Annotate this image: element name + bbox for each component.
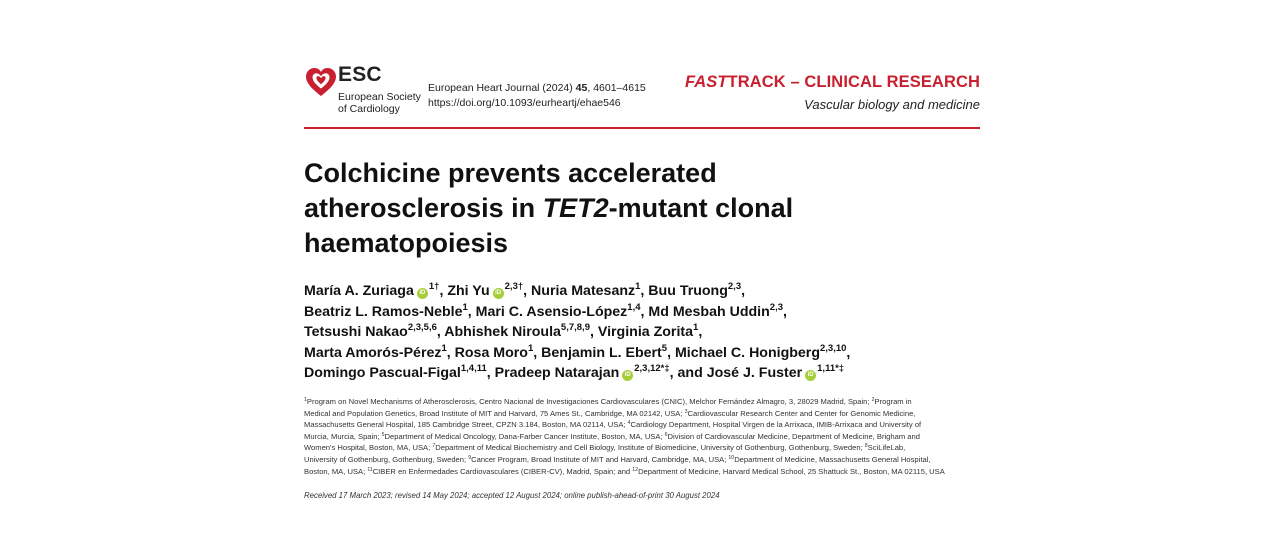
title-text: atherosclerosis in bbox=[304, 193, 543, 223]
affiliation-line bbox=[304, 419, 980, 431]
author-name: María A. Zuriaga bbox=[304, 283, 414, 299]
title-text: -mutant clonal bbox=[608, 193, 794, 223]
author-affiliation-marks: 1 bbox=[693, 322, 699, 333]
author-affiliation-marks: 5 bbox=[661, 342, 668, 354]
author-name: Nuria Matesanz bbox=[531, 283, 636, 299]
affiliation-text: Program in bbox=[874, 397, 912, 406]
affiliation-text: Department of Medicine, Harvard Medical School, 25 Shattuck St., Boston, MA 02115, USA bbox=[638, 466, 945, 476]
author-affiliation-marks: 5,7,8,9 bbox=[560, 322, 590, 333]
author-name: Virginia Zorita bbox=[597, 324, 694, 340]
author-affiliation-marks: 1 bbox=[527, 342, 534, 354]
orcid-icon[interactable]: iD bbox=[493, 288, 504, 299]
author-affiliation-marks: 2,3,12*‡ bbox=[634, 363, 670, 374]
author-name: Michael C. Honigberg bbox=[674, 344, 820, 361]
author-separator: , bbox=[667, 344, 675, 361]
affiliation-number: 3 bbox=[684, 408, 688, 415]
affiliation-text: Department of Medicine, Massachusetts General Hospital, bbox=[734, 454, 931, 464]
author-separator: , bbox=[741, 283, 746, 299]
affiliation-text: Program on Novel Mechanisms of Atherosclerosis, Centro Nacional de Investigaciones Cardiovasculares (CNIC), Melchor Fernández Almagro, 3, 28029 Madrid, Spain; bbox=[306, 397, 872, 406]
author-name: Mari C. Asensio-López bbox=[475, 303, 628, 320]
author-separator: , bbox=[486, 365, 495, 381]
author-affiliation-marks: 1 bbox=[635, 281, 641, 292]
affiliation-line bbox=[304, 454, 980, 466]
section-track: TRACK – CLINICAL RESEARCH bbox=[727, 73, 980, 91]
affiliation-number: 12 bbox=[632, 466, 639, 473]
author-name: Buu Truong bbox=[648, 283, 728, 299]
affiliation-text: Medical and Population Genetics, Broad Institute of MIT and Harvard, 75 Ames St., Cambridge, MA 02142, USA; bbox=[304, 408, 685, 418]
author-affiliation-marks: 1,4 bbox=[627, 301, 641, 313]
affiliation-number: 1 bbox=[304, 397, 307, 403]
author-separator: , bbox=[698, 324, 703, 340]
society-line: of Cardiology bbox=[338, 103, 400, 115]
society-line: European Society bbox=[338, 91, 421, 103]
esc-heart-icon bbox=[304, 66, 338, 98]
author-separator: , bbox=[467, 303, 476, 320]
affiliation-text: Department of Medical Biochemistry and Cell Biology, Institute of Biomedicine, University of Gothenburg, Gothenburg, Sweden; bbox=[435, 443, 865, 453]
author-name: Marta Amorós-Pérez bbox=[304, 344, 442, 361]
author-separator: , bbox=[589, 324, 598, 340]
header-divider bbox=[304, 127, 980, 129]
title-line bbox=[304, 191, 924, 226]
affiliation-text: Women's Hospital, Boston, MA, USA; bbox=[304, 443, 433, 453]
author-name: Abhishek Niroula bbox=[444, 324, 561, 340]
section-label bbox=[685, 73, 980, 92]
title-line: Colchicine prevents accelerated bbox=[304, 158, 717, 188]
received-dates: Received 17 March 2023; revised 14 May 2024; accepted 12 August 2024; online publish-ahead-of-print 30 August 2024 bbox=[304, 491, 720, 500]
orcid-icon[interactable]: iD bbox=[805, 370, 816, 381]
section-fast: FAST bbox=[684, 73, 728, 91]
orcid-icon[interactable]: iD bbox=[417, 288, 428, 299]
author-separator: , bbox=[640, 303, 649, 320]
affiliation-line bbox=[304, 408, 980, 420]
affiliation-text: Department of Medical Oncology, Dana-Farber Cancer Institute, Boston, MA, USA; bbox=[384, 431, 665, 441]
author-separator: , bbox=[846, 344, 851, 361]
author-affiliation-marks: 2,3† bbox=[504, 281, 524, 292]
author-affiliation-marks: 2,3 bbox=[769, 301, 783, 313]
author-line bbox=[304, 363, 980, 384]
affiliation-number: 10 bbox=[728, 454, 735, 461]
affiliation-number: 9 bbox=[468, 454, 472, 461]
author-separator: , bbox=[533, 344, 542, 361]
subject-category: Vascular biology and medicine bbox=[804, 97, 980, 112]
affiliation-number: 2 bbox=[871, 397, 875, 403]
author-name: Zhi Yu bbox=[447, 283, 490, 299]
affiliation-text: Division of Cardiovascular Medicine, Department of Medicine, Brigham and bbox=[667, 431, 920, 441]
author-name: Domingo Pascual-Figal bbox=[304, 365, 461, 381]
article-header bbox=[304, 60, 980, 120]
affiliation-number: 5 bbox=[381, 431, 385, 438]
affiliation-number: 6 bbox=[664, 431, 668, 438]
author-separator: , bbox=[523, 283, 532, 299]
article-first-page bbox=[304, 0, 980, 544]
title-line: haematopoiesis bbox=[304, 228, 509, 258]
affiliation-number: 8 bbox=[864, 443, 868, 450]
affiliation-text: Cancer Program, Broad Institute of MIT and Harvard, Cambridge, MA, USA; bbox=[471, 454, 729, 464]
affiliation-text: Cardiovascular Research Center and Center for Genomic Medicine, bbox=[687, 408, 916, 418]
citation-volume: 45 bbox=[575, 82, 588, 94]
author-name: Benjamin L. Ebert bbox=[541, 344, 662, 361]
author-name: Tetsushi Nakao bbox=[304, 324, 408, 340]
title-gene: TET2 bbox=[542, 193, 609, 223]
affiliation-line bbox=[304, 442, 980, 454]
author-name: Md Mesbah Uddin bbox=[648, 303, 770, 320]
affiliation-text: CIBER en Enfermedades Cardiovasculares (CIBER-CV), Madrid, Spain; and bbox=[372, 466, 633, 476]
author-affiliation-marks: 1,11*‡ bbox=[817, 363, 845, 374]
affiliation-text: SciLifeLab, bbox=[867, 443, 906, 453]
affiliation-number: 4 bbox=[627, 420, 631, 427]
doi-link[interactable]: https://doi.org/10.1093/eurheartj/ehae546 bbox=[428, 97, 621, 109]
affiliation-text: Cardiology Department, Hospital Virgen de la Arrixaca, IMIB-Arrixaca and University of bbox=[630, 420, 922, 430]
affiliation-text: Massachusetts General Hospital, 185 Cambridge Street, CPZN 3.184, Boston, MA 02114, USA; bbox=[304, 420, 628, 430]
citation-pages: , 4601–4615 bbox=[587, 82, 646, 94]
journal-citation bbox=[428, 81, 646, 111]
affiliations bbox=[304, 396, 980, 477]
author-separator: , bbox=[640, 283, 649, 299]
author-affiliation-marks: 1 bbox=[462, 301, 468, 313]
author-line bbox=[304, 343, 980, 364]
author-affiliation-marks: 2,3,10 bbox=[820, 342, 847, 354]
article-title bbox=[304, 156, 924, 261]
citation-journal: European Heart Journal (2024) bbox=[428, 82, 576, 94]
esc-wordmark: ESC bbox=[338, 63, 382, 86]
affiliation-line bbox=[304, 466, 980, 478]
affiliation-text: Boston, MA, USA; bbox=[304, 466, 368, 476]
author-name: Beatriz L. Ramos-Neble bbox=[304, 303, 463, 320]
author-separator: , bbox=[436, 324, 445, 340]
author-line bbox=[304, 322, 980, 343]
author-name: Pradeep Natarajan bbox=[494, 365, 620, 381]
citation-line bbox=[428, 81, 646, 96]
affiliation-number: 11 bbox=[367, 466, 373, 473]
author-list bbox=[304, 281, 980, 384]
author-affiliation-marks: 1,4,11 bbox=[460, 363, 487, 374]
affiliation-number: 7 bbox=[432, 443, 436, 450]
author-affiliation-marks: 2,3,5,6 bbox=[407, 322, 437, 333]
author-affiliation-marks: 1† bbox=[428, 281, 440, 292]
author-affiliation-marks: 1 bbox=[441, 342, 447, 354]
author-separator: , bbox=[439, 283, 448, 299]
author-name: Rosa Moro bbox=[454, 344, 528, 361]
affiliation-text: University of Gothenburg, Gothenburg, Sweden; bbox=[304, 454, 469, 464]
affiliation-line bbox=[304, 396, 980, 408]
author-separator: , bbox=[446, 344, 455, 361]
affiliation-text: Murcia, Murcia, Spain; bbox=[304, 431, 382, 441]
author-name: José J. Fuster bbox=[706, 365, 803, 381]
author-affiliation-marks: 2,3 bbox=[727, 281, 742, 292]
author-separator: , and bbox=[669, 365, 707, 381]
author-separator: , bbox=[783, 303, 787, 320]
affiliation-line bbox=[304, 431, 980, 443]
author-line bbox=[304, 281, 980, 302]
orcid-icon[interactable]: iD bbox=[622, 370, 633, 381]
author-line bbox=[304, 302, 980, 323]
